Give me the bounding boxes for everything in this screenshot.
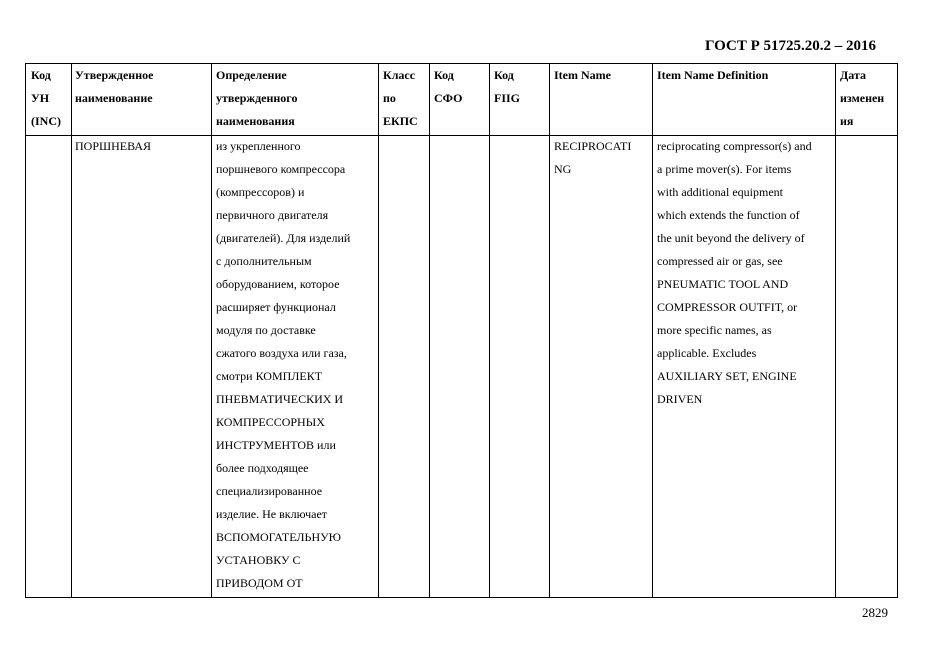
cell-line: ия [840, 114, 854, 128]
cell-line: Код [494, 68, 514, 82]
cell-line: Item Name Definition [657, 68, 769, 82]
cell-line: из укрепленного [216, 139, 301, 153]
cell-line: ПНЕВМАТИЧЕСКИХ И [216, 392, 344, 406]
cell-line: with additional equipment [657, 185, 783, 199]
column-divider [378, 64, 379, 597]
cell-line: оборудованием, которое [216, 277, 340, 291]
cell-line: more specific names, as [657, 323, 772, 337]
cell-line: смотри КОМПЛЕКТ [216, 369, 323, 383]
header-sfo-code [434, 64, 462, 110]
cell-line: compressed air or gas, see [657, 254, 783, 268]
cell-line: which extends the function of [657, 208, 800, 222]
cell-line: ВСПОМОГАТЕЛЬНУЮ [216, 530, 341, 544]
cell-line: ИНСТРУМЕНТОВ или [216, 438, 336, 452]
cell-item-name-definition [657, 135, 812, 411]
column-divider [549, 64, 550, 597]
cell-line: сжатого воздуха или газа, [216, 346, 347, 360]
header-fiig-code [494, 64, 520, 110]
cell-approved-name [75, 135, 151, 158]
cell-line: по [383, 91, 396, 105]
cell-line: изменен [840, 91, 885, 105]
header-ekps-class [383, 64, 418, 133]
cell-line: поршневого компрессора [216, 162, 346, 176]
header-definition [216, 64, 297, 133]
cell-line: расширяет функционал [216, 300, 336, 314]
cell-line: (двигателей). Для изделий [216, 231, 351, 245]
cell-line: Дата [840, 68, 866, 82]
cell-line: ПРИВОДОМ ОТ [216, 576, 303, 590]
cell-line: Утвержденное [75, 68, 154, 82]
cell-line: модуля по доставке [216, 323, 316, 337]
cell-line: Код [31, 68, 51, 82]
cell-line: УН [31, 91, 50, 105]
header-inc-code [31, 64, 61, 133]
cell-line: Определение [216, 68, 287, 82]
cell-line: Item Name [554, 68, 611, 82]
column-divider [652, 64, 653, 597]
cell-line: более подходящее [216, 461, 309, 475]
cell-line: (INC) [31, 114, 61, 128]
cell-line: Класс [383, 68, 416, 82]
cell-line: a prime mover(s). For items [657, 162, 792, 176]
column-divider [429, 64, 430, 597]
cell-line: первичного двигателя [216, 208, 329, 222]
cell-line: NG [554, 162, 572, 176]
nomenclature-table [25, 63, 898, 598]
cell-line: FIIG [494, 91, 521, 105]
cell-line: DRIVEN [657, 392, 703, 406]
page-number: 2829 [862, 605, 888, 620]
cell-line: (компрессоров) и [216, 185, 305, 199]
cell-line: СФО [434, 91, 463, 105]
cell-line: с дополнительным [216, 254, 312, 268]
cell-line: RECIPROCATI [554, 139, 632, 153]
cell-line: ПОРШНЕВАЯ [75, 139, 152, 153]
header-item-name-definition [657, 64, 768, 87]
column-divider [211, 64, 212, 597]
cell-line: утвержденного [216, 91, 298, 105]
cell-line: изделие. Не включает [216, 507, 328, 521]
cell-line: COMPRESSOR OUTFIT, or [657, 300, 798, 314]
column-divider [489, 64, 490, 597]
cell-line: ЕКПС [383, 114, 418, 128]
cell-definition [216, 135, 350, 595]
header-change-date [840, 64, 884, 133]
column-divider [71, 64, 72, 597]
cell-line: Код [434, 68, 454, 82]
cell-line: AUXILIARY SET, ENGINE [657, 369, 797, 383]
cell-line: the unit beyond the delivery of [657, 231, 805, 245]
column-divider [835, 64, 836, 597]
cell-line: КОМПРЕССОРНЫХ [216, 415, 325, 429]
cell-line: наименования [216, 114, 295, 128]
document-header: ГОСТ Р 51725.20.2 – 2016 [705, 38, 877, 54]
cell-line: applicable. Excludes [657, 346, 757, 360]
header-approved-name [75, 64, 153, 110]
cell-line: PNEUMATIC TOOL AND [657, 277, 789, 291]
cell-item-name [554, 135, 631, 181]
header-item-name [554, 64, 611, 87]
cell-line: наименование [75, 91, 153, 105]
cell-line: специализированное [216, 484, 323, 498]
cell-line: reciprocating compressor(s) and [657, 139, 812, 153]
cell-line: УСТАНОВКУ С [216, 553, 301, 567]
